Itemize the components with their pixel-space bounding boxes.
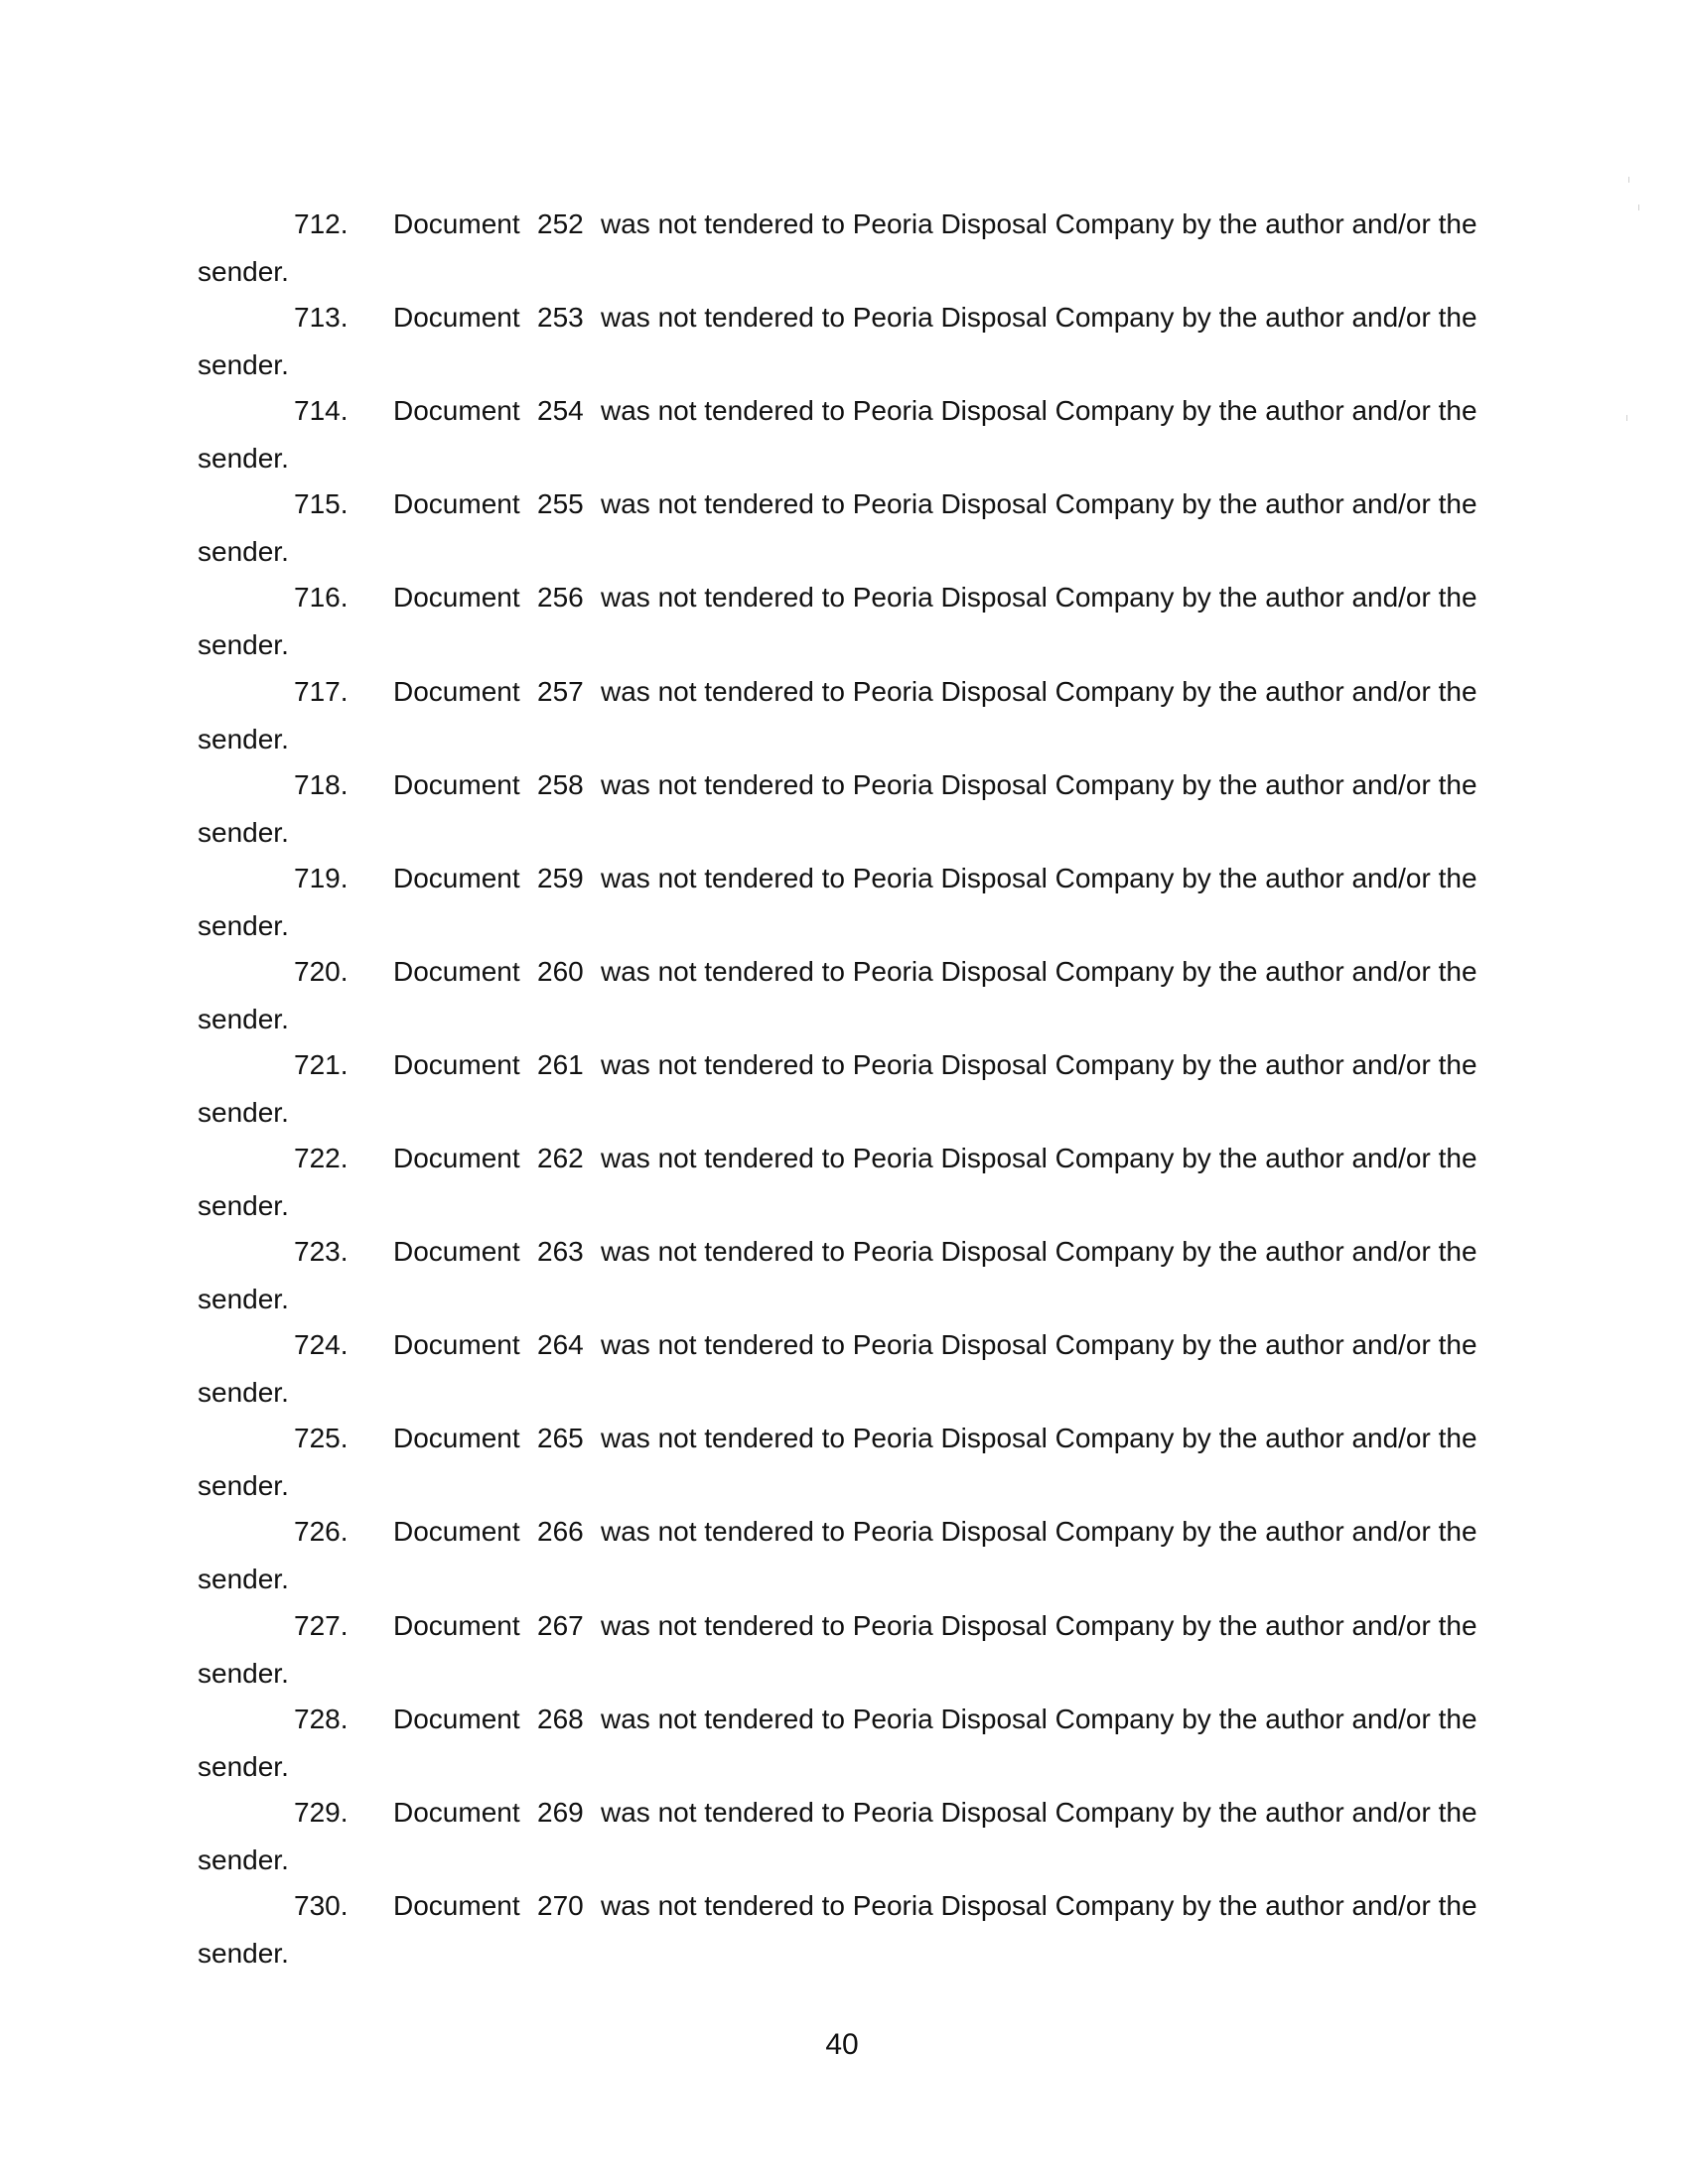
page-number: 40: [825, 2028, 859, 2061]
document-word: Document: [393, 1423, 520, 1453]
paragraph-number: 725.: [294, 1423, 349, 1453]
paragraph-number: 712.: [294, 208, 349, 239]
paragraph-text: was not tendered to Peoria Disposal Company by the author and/or the: [601, 302, 1477, 333]
numbered-paragraph: [0, 1325, 1684, 1420]
paragraph-continuation: sender.: [198, 1844, 289, 1875]
numbered-paragraph: [0, 1700, 1684, 1794]
document-number: 263: [537, 1236, 584, 1267]
numbered-paragraph: [0, 1232, 1684, 1326]
document-number: 270: [537, 1890, 584, 1921]
document-number: 264: [537, 1329, 584, 1360]
numbered-paragraph: [0, 1512, 1684, 1606]
document-number: 253: [537, 302, 584, 333]
paragraph-number: 713.: [294, 302, 349, 333]
scan-mark: [1626, 415, 1627, 421]
paragraph-number: 726.: [294, 1516, 349, 1547]
document-word: Document: [393, 1704, 520, 1734]
paragraph-continuation: sender.: [198, 817, 289, 848]
scan-mark: [1628, 177, 1629, 183]
numbered-paragraph: [0, 1886, 1684, 1980]
numbered-paragraph: [0, 859, 1684, 953]
numbered-paragraph: [0, 391, 1684, 485]
paragraph-continuation: sender.: [198, 1004, 289, 1034]
paragraph-text: was not tendered to Peoria Disposal Company by the author and/or the: [601, 956, 1477, 987]
paragraph-number: 721.: [294, 1049, 349, 1080]
paragraph-number: 718.: [294, 769, 349, 800]
document-word: Document: [393, 1890, 520, 1921]
document-word: Document: [393, 1049, 520, 1080]
numbered-paragraph: [0, 952, 1684, 1046]
paragraph-number: 719.: [294, 863, 349, 893]
paragraph-continuation: sender.: [198, 1377, 289, 1408]
paragraph-continuation: sender.: [198, 1564, 289, 1594]
document-word: Document: [393, 863, 520, 893]
paragraph-text: was not tendered to Peoria Disposal Company by the author and/or the: [601, 676, 1477, 707]
document-number: 256: [537, 582, 584, 613]
paragraph-number: 727.: [294, 1610, 349, 1641]
document-number: 260: [537, 956, 584, 987]
paragraph-text: was not tendered to Peoria Disposal Company by the author and/or the: [601, 1143, 1477, 1173]
paragraph-continuation: sender.: [198, 443, 289, 474]
paragraph-text: was not tendered to Peoria Disposal Company by the author and/or the: [601, 488, 1477, 519]
paragraph-text: was not tendered to Peoria Disposal Company by the author and/or the: [601, 395, 1477, 426]
paragraph-number: 720.: [294, 956, 349, 987]
numbered-paragraph: [0, 1793, 1684, 1887]
paragraph-number: 722.: [294, 1143, 349, 1173]
document-word: Document: [393, 208, 520, 239]
paragraph-text: was not tendered to Peoria Disposal Company by the author and/or the: [601, 1516, 1477, 1547]
document-word: Document: [393, 676, 520, 707]
document-number: 269: [537, 1797, 584, 1828]
paragraph-text: was not tendered to Peoria Disposal Company by the author and/or the: [601, 1797, 1477, 1828]
paragraph-continuation: sender.: [198, 1190, 289, 1221]
paragraph-text: was not tendered to Peoria Disposal Company by the author and/or the: [601, 208, 1477, 239]
numbered-paragraph: [0, 205, 1684, 299]
paragraph-number: 715.: [294, 488, 349, 519]
document-word: Document: [393, 1236, 520, 1267]
document-number: 254: [537, 395, 584, 426]
document-number: 258: [537, 769, 584, 800]
numbered-paragraph: [0, 1419, 1684, 1513]
scan-mark: [1638, 205, 1639, 210]
document-number: 267: [537, 1610, 584, 1641]
paragraph-text: was not tendered to Peoria Disposal Company by the author and/or the: [601, 1610, 1477, 1641]
paragraph-number: 716.: [294, 582, 349, 613]
paragraph-continuation: sender.: [198, 349, 289, 380]
paragraph-number: 730.: [294, 1890, 349, 1921]
paragraph-number: 729.: [294, 1797, 349, 1828]
paragraph-text: was not tendered to Peoria Disposal Company by the author and/or the: [601, 1423, 1477, 1453]
document-number: 262: [537, 1143, 584, 1173]
document-number: 257: [537, 676, 584, 707]
document-word: Document: [393, 1610, 520, 1641]
document-word: Document: [393, 582, 520, 613]
document-number: 261: [537, 1049, 584, 1080]
numbered-paragraph: [0, 484, 1684, 579]
paragraph-text: was not tendered to Peoria Disposal Company by the author and/or the: [601, 1704, 1477, 1734]
paragraph-number: 714.: [294, 395, 349, 426]
paragraph-text: was not tendered to Peoria Disposal Company by the author and/or the: [601, 582, 1477, 613]
paragraph-continuation: sender.: [198, 1751, 289, 1782]
document-number: 266: [537, 1516, 584, 1547]
document-number: 268: [537, 1704, 584, 1734]
paragraph-continuation: sender.: [198, 256, 289, 287]
document-word: Document: [393, 1797, 520, 1828]
document-number: 259: [537, 863, 584, 893]
document-word: Document: [393, 956, 520, 987]
document-word: Document: [393, 488, 520, 519]
paragraph-continuation: sender.: [198, 1658, 289, 1689]
paragraph-number: 724.: [294, 1329, 349, 1360]
paragraph-text: was not tendered to Peoria Disposal Company by the author and/or the: [601, 863, 1477, 893]
document-word: Document: [393, 1143, 520, 1173]
document-number: 265: [537, 1423, 584, 1453]
numbered-paragraph: [0, 672, 1684, 766]
paragraph-continuation: sender.: [198, 536, 289, 567]
paragraph-number: 717.: [294, 676, 349, 707]
paragraph-continuation: sender.: [198, 724, 289, 754]
numbered-paragraph: [0, 298, 1684, 392]
numbered-paragraph: [0, 1139, 1684, 1233]
document-number: 252: [537, 208, 584, 239]
document-word: Document: [393, 302, 520, 333]
numbered-paragraph: [0, 765, 1684, 860]
paragraph-text: was not tendered to Peoria Disposal Company by the author and/or the: [601, 1236, 1477, 1267]
document-word: Document: [393, 1516, 520, 1547]
paragraph-number: 723.: [294, 1236, 349, 1267]
paragraph-continuation: sender.: [198, 1284, 289, 1314]
paragraph-text: was not tendered to Peoria Disposal Company by the author and/or the: [601, 769, 1477, 800]
paragraph-text: was not tendered to Peoria Disposal Company by the author and/or the: [601, 1049, 1477, 1080]
document-word: Document: [393, 769, 520, 800]
numbered-paragraph: [0, 1045, 1684, 1140]
paragraph-continuation: sender.: [198, 1097, 289, 1128]
paragraph-text: was not tendered to Peoria Disposal Company by the author and/or the: [601, 1890, 1477, 1921]
paragraph-continuation: sender.: [198, 910, 289, 941]
numbered-paragraph: [0, 578, 1684, 672]
document-word: Document: [393, 1329, 520, 1360]
paragraph-continuation: sender.: [198, 1470, 289, 1501]
paragraph-text: was not tendered to Peoria Disposal Company by the author and/or the: [601, 1329, 1477, 1360]
paragraph-number: 728.: [294, 1704, 349, 1734]
paragraph-continuation: sender.: [198, 1938, 289, 1969]
paragraph-continuation: sender.: [198, 629, 289, 660]
document-word: Document: [393, 395, 520, 426]
numbered-paragraph: [0, 1606, 1684, 1701]
document-number: 255: [537, 488, 584, 519]
